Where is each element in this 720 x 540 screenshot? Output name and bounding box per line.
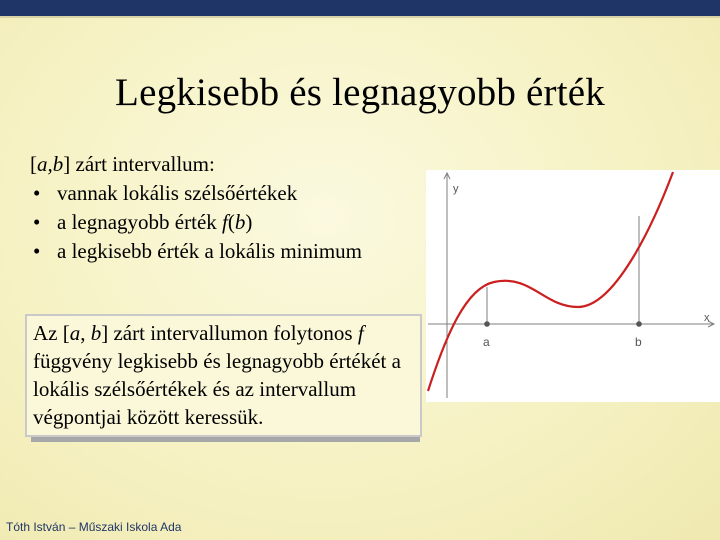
bullet-item: • a legnagyobb érték f(b): [30, 208, 362, 237]
bullet-icon: •: [33, 181, 41, 205]
interval-label: a,b: [37, 152, 64, 176]
top-bar: [0, 0, 720, 16]
top-divider: [0, 16, 720, 18]
intro-heading: [a,b] zárt intervallum:: [30, 152, 215, 176]
slide-title: Legkisebb és legnagyobb érték: [115, 71, 605, 114]
bullet-item: • vannak lokális szélsőértékek: [30, 179, 362, 208]
bullet-list: [30, 179, 362, 266]
bullet-icon: •: [33, 210, 41, 234]
point-b-marker: [636, 321, 642, 327]
note-box: Az [a, b] zárt intervallumon folytonos f függvény legkisebb és legnagyobb értékét a lokális szélsőértékek és az intervallum végpontjai között keressük.: [25, 314, 422, 437]
y-axis-label: y: [453, 183, 459, 195]
point-a-marker: [484, 321, 490, 327]
footer-credit: Tóth István – Műszaki Iskola Ada: [6, 520, 182, 534]
bullet-icon: •: [33, 239, 41, 263]
point-b-label: b: [635, 335, 642, 349]
function-curve: [428, 172, 673, 391]
x-axis-label: x: [704, 312, 710, 324]
intro-text: [30, 150, 362, 266]
function-graph: [426, 170, 720, 402]
point-a-label: a: [483, 335, 490, 349]
graph-svg: [426, 170, 720, 402]
bullet-item: • a legkisebb érték a lokális minimum: [30, 237, 362, 266]
